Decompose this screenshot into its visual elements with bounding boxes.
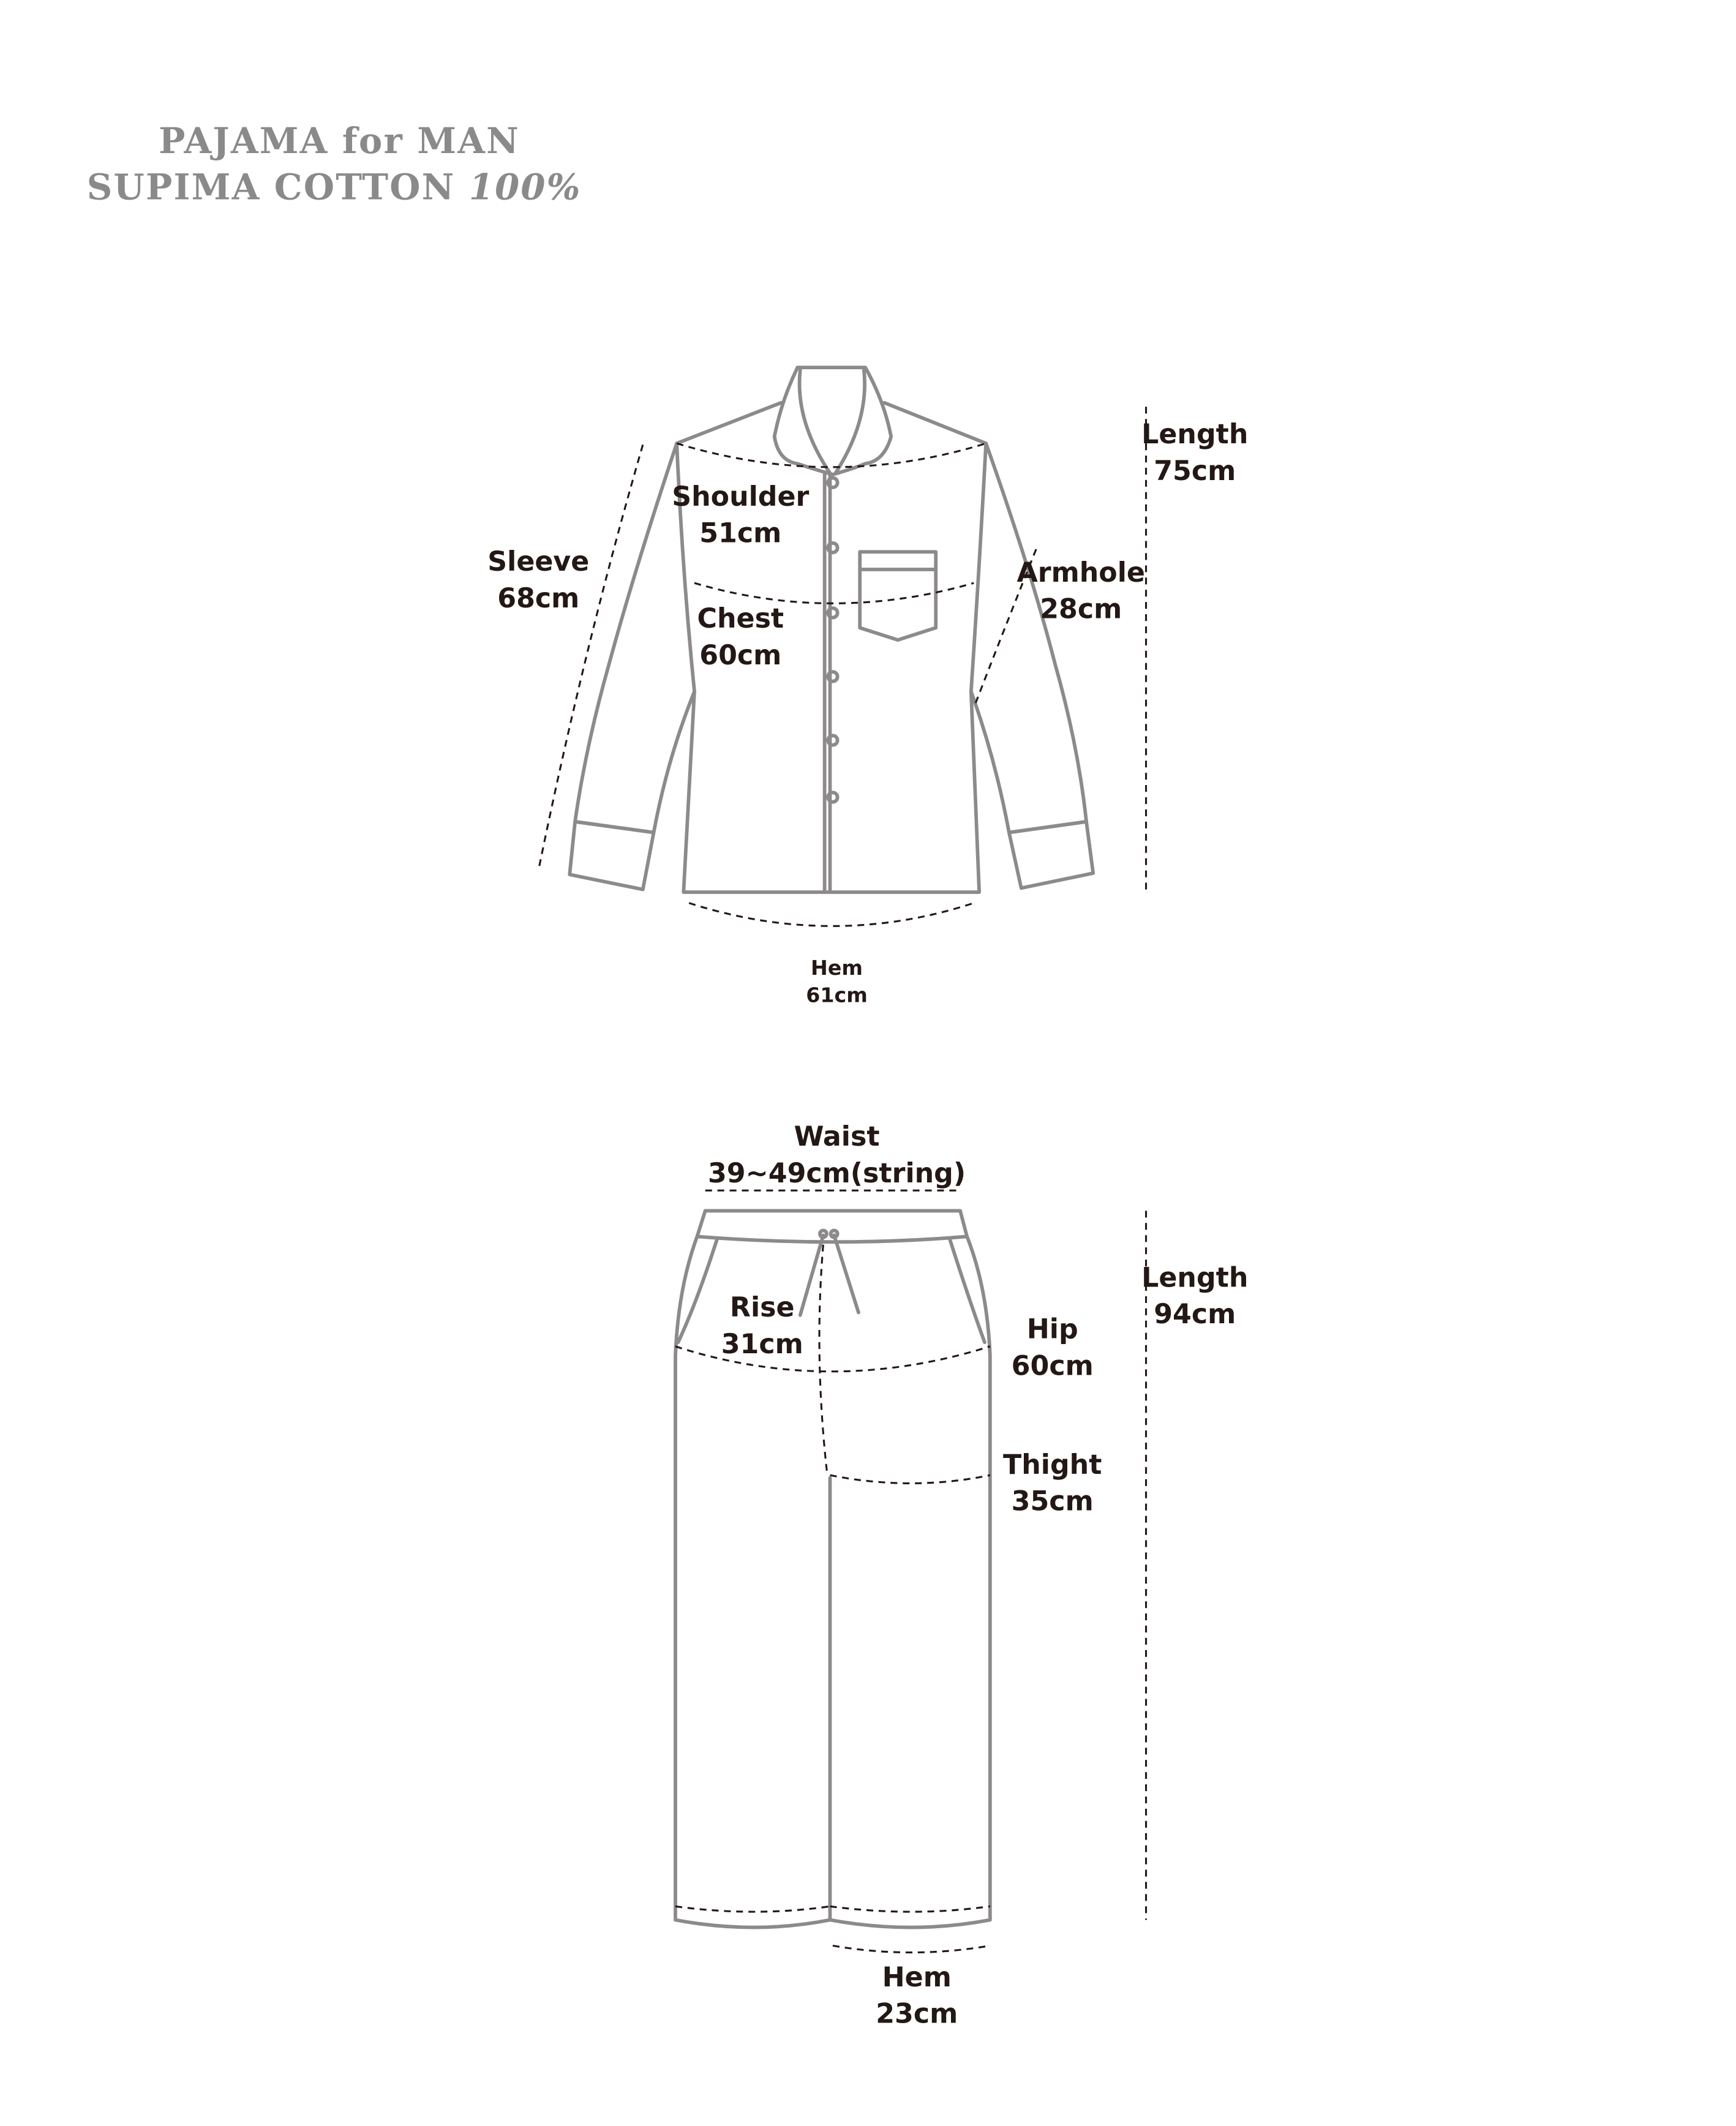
shirt-length-value: 75cm xyxy=(1154,454,1236,487)
shirt-illustration xyxy=(538,367,1146,926)
shirt-button xyxy=(828,543,838,552)
pants-left-hem-stitch xyxy=(675,1906,830,1912)
shirt-pocket xyxy=(860,552,936,640)
pants-hem-value: 23cm xyxy=(876,1997,958,2030)
shirt-collar-inner xyxy=(800,370,865,473)
pants-waist-label xyxy=(708,1119,966,1192)
shirt-button xyxy=(828,672,838,682)
shirt-chest-value: 60cm xyxy=(699,638,782,672)
pants-length-name: Length xyxy=(1141,1261,1249,1294)
shirt-armhole-name: Armhole xyxy=(1016,555,1145,588)
pants-rise-name: Rise xyxy=(729,1290,795,1324)
shirt-sleeve-guide xyxy=(538,445,643,870)
shirt-chest-name: Chest xyxy=(697,602,784,635)
shirt-armhole-value: 28cm xyxy=(1040,592,1122,625)
pants-rise-label xyxy=(721,1290,803,1363)
pants-thigh-name: Thight xyxy=(1003,1448,1102,1481)
pants-thigh-label xyxy=(1003,1447,1102,1520)
pants-length-value: 94cm xyxy=(1154,1298,1236,1331)
shirt-hem-name: Hem xyxy=(811,956,863,980)
pants-hem-name: Hem xyxy=(882,1960,952,1993)
shirt-shoulder-name: Shoulder xyxy=(672,479,810,513)
shirt-chest-label xyxy=(697,601,784,674)
shirt-right-cuff xyxy=(1009,822,1093,888)
pants-hem-label xyxy=(876,1959,958,2033)
shirt-sleeve-label xyxy=(487,544,589,617)
shirt-button xyxy=(828,735,838,745)
pants-waist-value: 39~49cm(string) xyxy=(707,1156,966,1189)
title-line-1: PAJAMA for MAN xyxy=(159,122,520,163)
shirt-hem-guide xyxy=(689,903,974,926)
pants-length-label xyxy=(1141,1260,1248,1333)
shirt-length-label xyxy=(1141,416,1248,490)
pants-drawstring xyxy=(800,1235,859,1315)
pants-hip-label xyxy=(1012,1311,1094,1384)
shirt-shoulder-label xyxy=(672,479,809,552)
title-fabric: SUPIMA COTTON xyxy=(86,168,456,209)
pants-right-hem-stitch xyxy=(830,1906,990,1912)
pants-thigh-guide xyxy=(830,1475,990,1483)
shirt-length-name: Length xyxy=(1141,417,1249,451)
pants-hip-value: 60cm xyxy=(1011,1349,1094,1382)
shirt-shoulder-guide xyxy=(677,443,986,467)
shirt-collar xyxy=(775,367,891,475)
shirt-left-cuff xyxy=(569,822,653,890)
pants-rise-value: 31cm xyxy=(721,1327,803,1360)
shirt-sleeve-name: Sleeve xyxy=(487,545,590,578)
pants-hip-name: Hip xyxy=(1026,1312,1078,1345)
shirt-hem-label xyxy=(806,955,868,1009)
title-percent: 100% xyxy=(468,168,582,209)
shirt-sleeve-value: 68cm xyxy=(497,581,580,615)
shirt-shoulder-value: 51cm xyxy=(699,516,782,549)
shirt-right-sleeve xyxy=(971,443,1086,832)
pants-rise-guide xyxy=(819,1245,827,1475)
shirt-armhole-label xyxy=(1016,555,1145,628)
pants-waist-name: Waist xyxy=(794,1119,880,1153)
shirt-button xyxy=(828,608,838,617)
shirt-button xyxy=(828,792,838,802)
pants-thigh-value: 35cm xyxy=(1011,1484,1094,1517)
pants-right-pocket xyxy=(949,1238,985,1342)
shirt-button xyxy=(828,478,838,487)
shirt-hem-value: 61cm xyxy=(806,983,868,1008)
pants-hem-guide xyxy=(833,1945,990,1952)
